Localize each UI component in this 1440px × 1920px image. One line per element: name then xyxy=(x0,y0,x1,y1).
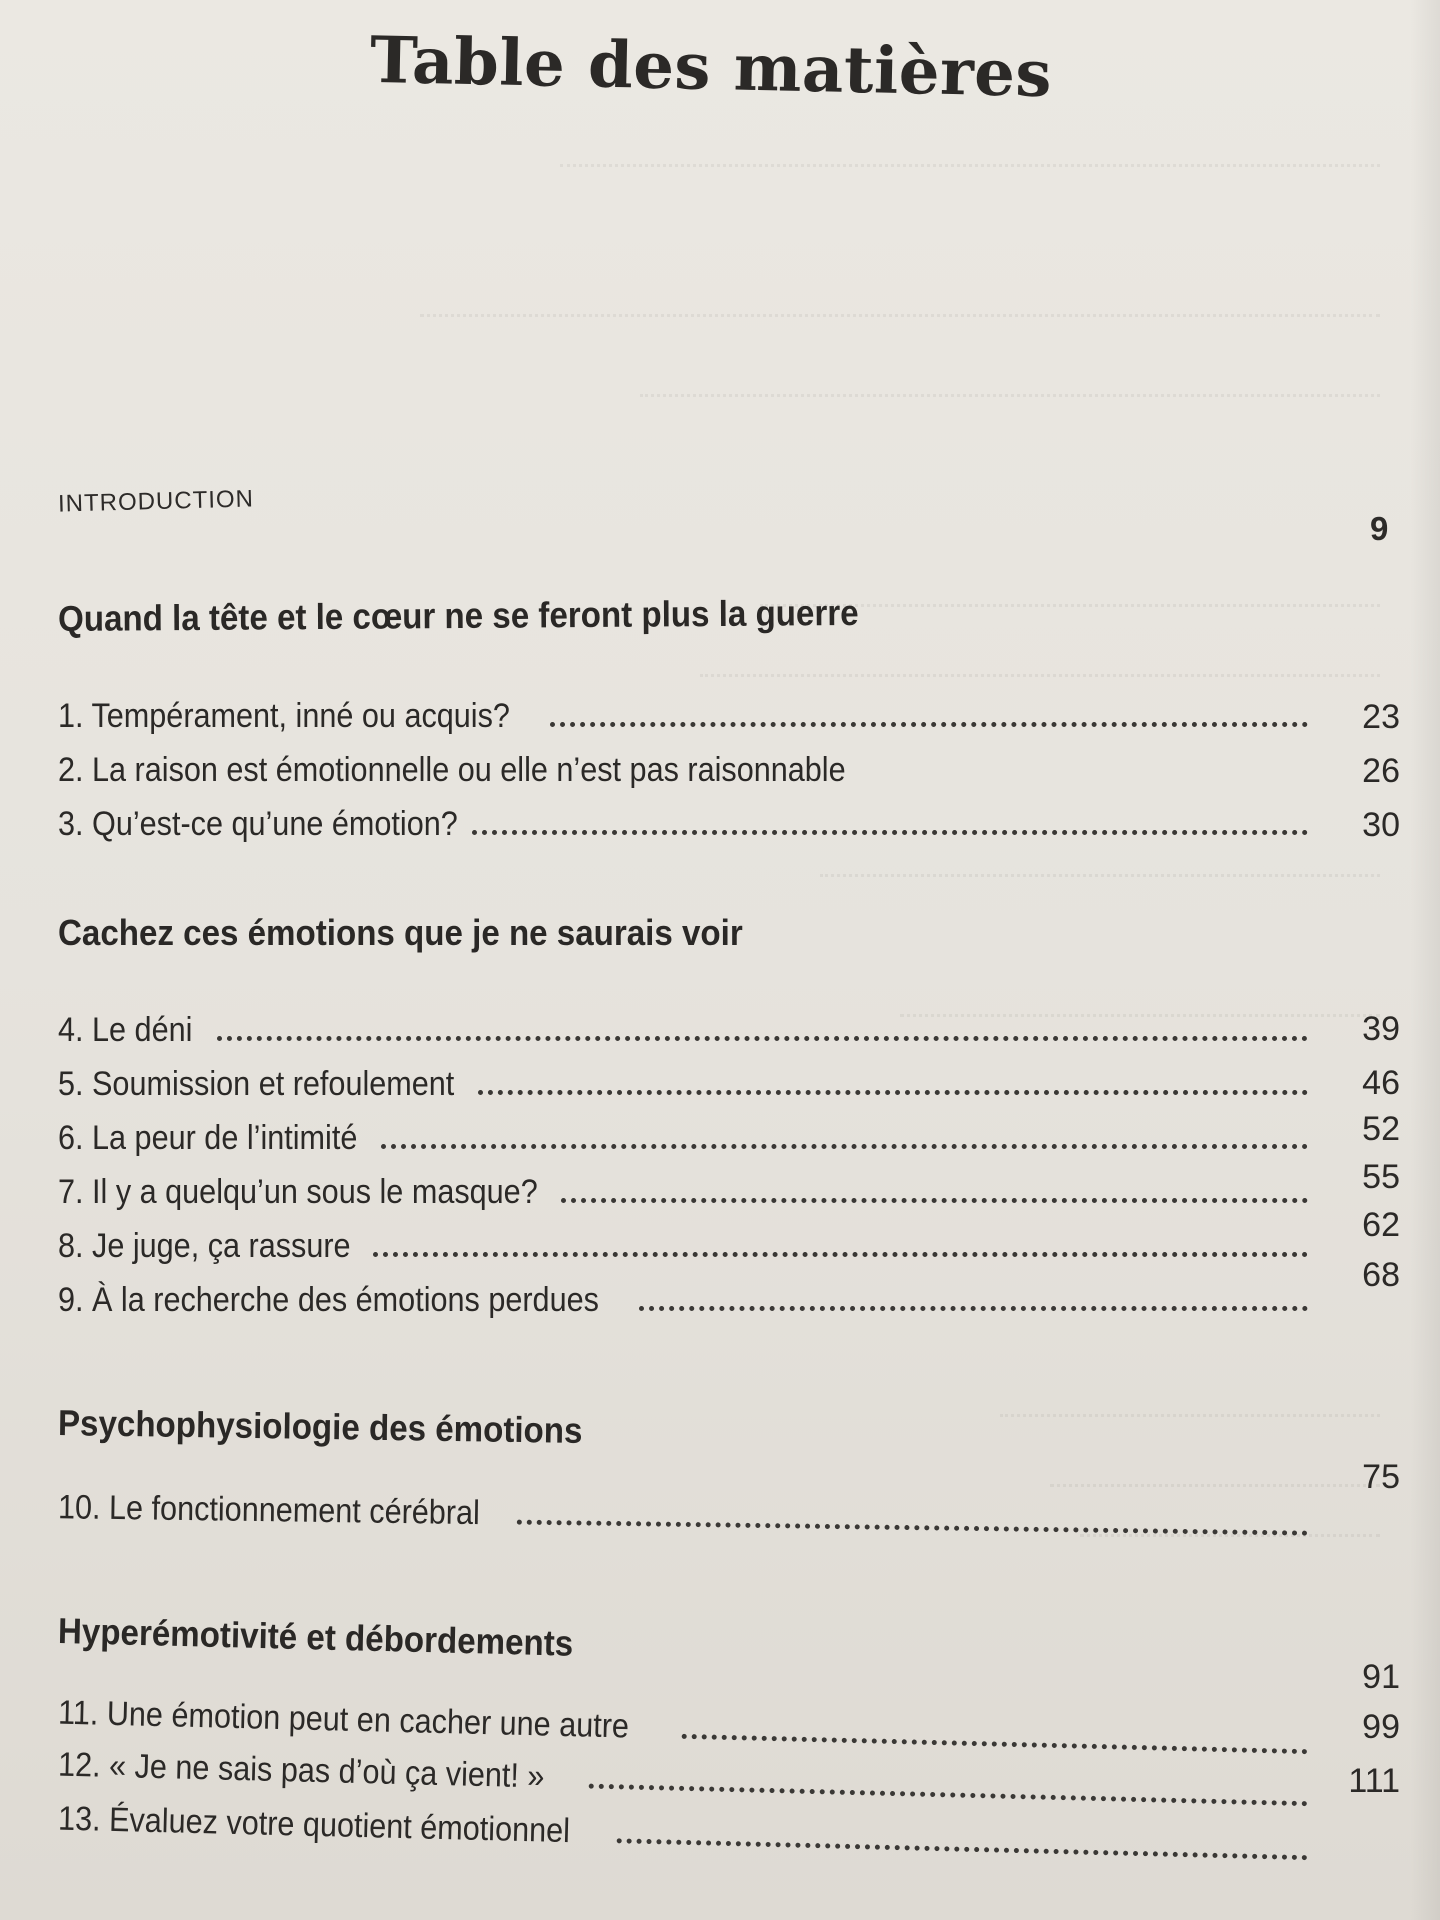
entry-page-number: 68 xyxy=(1362,1256,1400,1294)
entry-page-number: 52 xyxy=(1362,1110,1400,1148)
entry-title: 5. Soumission et refoulement xyxy=(58,1065,455,1103)
entry-title: 7. Il y a quelqu’un sous le masque? xyxy=(58,1173,538,1211)
entry-title: 8. Je juge, ça rassure xyxy=(58,1227,351,1265)
dot-leader xyxy=(478,1090,1308,1095)
dot-leader xyxy=(682,1734,1307,1754)
dot-leader xyxy=(588,1784,1307,1807)
entry-page-number: 99 xyxy=(1362,1708,1400,1746)
toc-entry[interactable] xyxy=(58,1164,1318,1212)
section-title: Quand la tête et le cœur ne se feront plus la guerre xyxy=(57,591,859,639)
entry-title: 12. « Je ne sais pas d’où ça vient! » xyxy=(57,1745,545,1796)
introduction-page-number: 9 xyxy=(1370,510,1389,547)
dot-leader xyxy=(472,830,1308,835)
toc-entry[interactable] xyxy=(58,1056,1318,1104)
page-edge-shadow xyxy=(1410,0,1440,1920)
toc-entry[interactable] xyxy=(58,742,1328,790)
dot-leader xyxy=(550,722,1308,727)
entry-page-number: 111 xyxy=(1348,1762,1400,1800)
toc-entry[interactable] xyxy=(58,688,1318,736)
toc-entry[interactable] xyxy=(58,1002,1318,1050)
dot-leader xyxy=(381,1144,1308,1149)
entry-page-number: 23 xyxy=(1362,698,1400,736)
entry-title: 1. Tempérament, inné ou acquis? xyxy=(58,697,510,735)
entry-title: 13. Évaluez votre quotient émotionnel xyxy=(57,1799,571,1851)
entry-page-number: 55 xyxy=(1362,1158,1400,1196)
dot-leader xyxy=(373,1252,1308,1257)
section-title: Psychophysiologie des émotions xyxy=(57,1402,583,1451)
dot-leader xyxy=(517,1520,1308,1536)
section-title: Cachez ces émotions que je ne saurais voir xyxy=(58,912,743,953)
entry-title: 4. Le déni xyxy=(58,1011,193,1049)
toc-entry[interactable] xyxy=(58,796,1318,844)
entry-page-number: 46 xyxy=(1362,1064,1400,1102)
dot-leader xyxy=(561,1198,1308,1203)
introduction-label: INTRODUCTION xyxy=(57,485,255,518)
entry-title: 11. Une émotion peut en cacher une autre xyxy=(57,1693,630,1746)
dot-leader xyxy=(617,1838,1308,1860)
dot-leader xyxy=(639,1306,1308,1311)
entry-page-number: 62 xyxy=(1362,1206,1400,1244)
entry-title: 9. À la recherche des émotions perdues xyxy=(58,1281,599,1319)
entry-page-number: 91 xyxy=(1362,1658,1400,1696)
toc-entry[interactable] xyxy=(58,1110,1318,1158)
section-title: Hyperémotivité et débordements xyxy=(57,1610,574,1664)
entry-title: 3. Qu’est-ce qu’une émotion? xyxy=(58,805,458,843)
entry-page-number: 39 xyxy=(1362,1010,1400,1048)
toc-entry[interactable] xyxy=(58,1272,1318,1320)
toc-entry[interactable] xyxy=(58,1218,1318,1266)
entry-title: 2. La raison est émotionnelle ou elle n’est pas raisonnable xyxy=(58,751,846,789)
entry-title: 6. La peur de l’intimité xyxy=(58,1119,358,1157)
entry-page-number: 30 xyxy=(1362,806,1400,844)
page-title: Table des matières xyxy=(369,22,1053,113)
entry-page-number: 26 xyxy=(1362,752,1400,790)
entry-page-number: 75 xyxy=(1362,1458,1400,1496)
dot-leader xyxy=(217,1036,1308,1041)
entry-title: 10. Le fonctionnement cérébral xyxy=(57,1488,481,1533)
toc-entry[interactable] xyxy=(58,1479,1319,1545)
